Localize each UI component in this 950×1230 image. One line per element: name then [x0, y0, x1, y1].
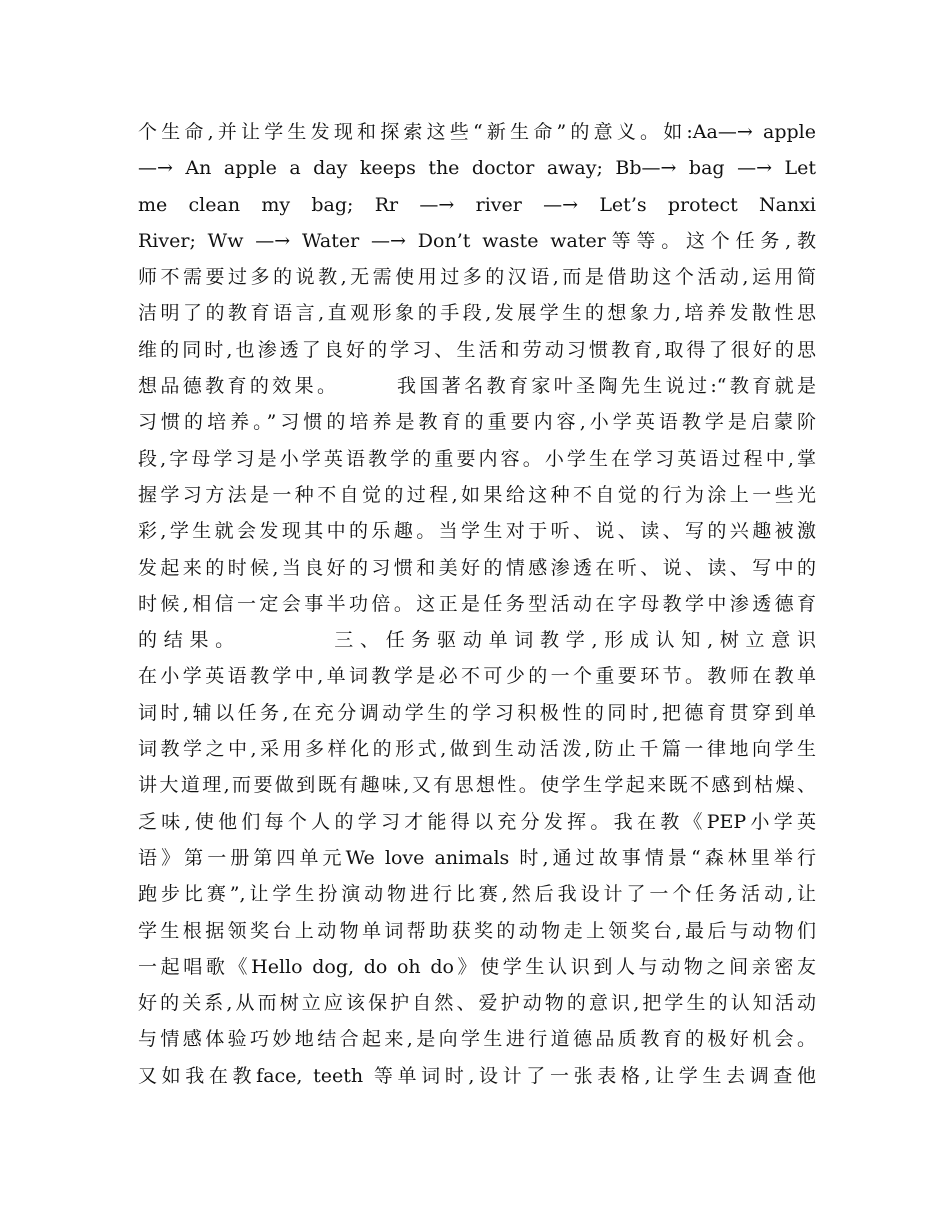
- text-line-23: 学生根据领奖台上动物单词帮助获奖的动物走上领奖台,最后与动物们: [138, 919, 816, 942]
- text-line-25: 好的关系,从而树立应该保护自然、爱护动物的意识,把学生的认知活动: [138, 992, 816, 1015]
- text-line-10: 段,字母学习是小学英语教学的重要内容。小学生在学习英语过程中,掌: [138, 447, 816, 470]
- text-line-15: 的结果。 三、任务驱动单词教学,形成认知,树立意识: [138, 629, 816, 652]
- text-line-8: 想品德教育的效果。 我国著名教育家叶圣陶先生说过:“教育就是: [138, 375, 816, 398]
- text-line-9: 习惯的培养。”习惯的培养是教育的重要内容,小学英语教学是启蒙阶: [138, 411, 816, 434]
- text-line-11: 握学习方法是一种不自觉的过程,如果给这种不自觉的行为涂上一些光: [138, 483, 816, 506]
- text-line-18: 词教学之中,采用多样化的形式,做到生动活泼,防止千篇一律地向学生: [138, 738, 816, 761]
- text-line-2: —→ An apple a day keeps the doctor away; Bb—→ bag —→ Let: [138, 157, 816, 180]
- text-line-1: 个生命,并让学生发现和探索这些“新生命”的意义。如:Aa—→ apple: [138, 121, 816, 143]
- text-line-26: 与情感体验巧妙地结合起来,是向学生进行道德品质教育的极好机会。: [138, 1028, 816, 1051]
- text-line-17: 词时,辅以任务,在充分调动学生的学习积极性的同时,把德育贯穿到单: [138, 701, 816, 724]
- text-line-5: 师不需要过多的说教,无需使用过多的汉语,而是借助这个活动,运用简: [138, 266, 816, 289]
- text-line-21: 语》第一册第四单元We love animals 时,通过故事情景“森林里举行: [138, 846, 816, 869]
- text-line-6: 洁明了的教育语言,直观形象的手段,发展学生的想象力,培养发散性思: [138, 302, 816, 325]
- text-line-7: 维的同时,也渗透了良好的学习、生活和劳动习惯教育,取得了很好的思: [138, 338, 816, 361]
- text-line-16: 在小学英语教学中,单词教学是必不可少的一个重要环节。教师在教单: [138, 665, 816, 688]
- body-text: [138, 114, 816, 1094]
- text-line-13: 发起来的时候,当良好的习惯和美好的情感渗透在听、说、读、写中的: [138, 556, 816, 579]
- text-line-24: 一起唱歌《Hello dog, do oh do》使学生认识到人与动物之间亲密友: [138, 955, 816, 978]
- text-line-20: 乏味,使他们每个人的学习才能得以充分发挥。我在教《PEP小学英: [138, 810, 816, 833]
- text-line-27: 又如我在教face, teeth 等单词时,设计了一张表格,让学生去调查他: [138, 1064, 816, 1087]
- text-line-19: 讲大道理,而要做到既有趣味,又有思想性。使学生学起来既不感到枯燥、: [138, 774, 816, 797]
- text-line-22: 跑步比赛”,让学生扮演动物进行比赛,然后我设计了一个任务活动,让: [138, 883, 816, 906]
- text-line-12: 彩,学生就会发现其中的乐趣。当学生对于听、说、读、写的兴趣被激: [138, 520, 816, 543]
- text-line-14: 时候,相信一定会事半功倍。这正是任务型活动在字母教学中渗透德育: [138, 592, 816, 615]
- text-line-3: me clean my bag; Rr —→ river —→ Let’s protect Nanxi: [138, 193, 816, 216]
- text-line-4: River; Ww —→ Water —→ Don’t waste water等等。这个任务,教: [138, 229, 816, 252]
